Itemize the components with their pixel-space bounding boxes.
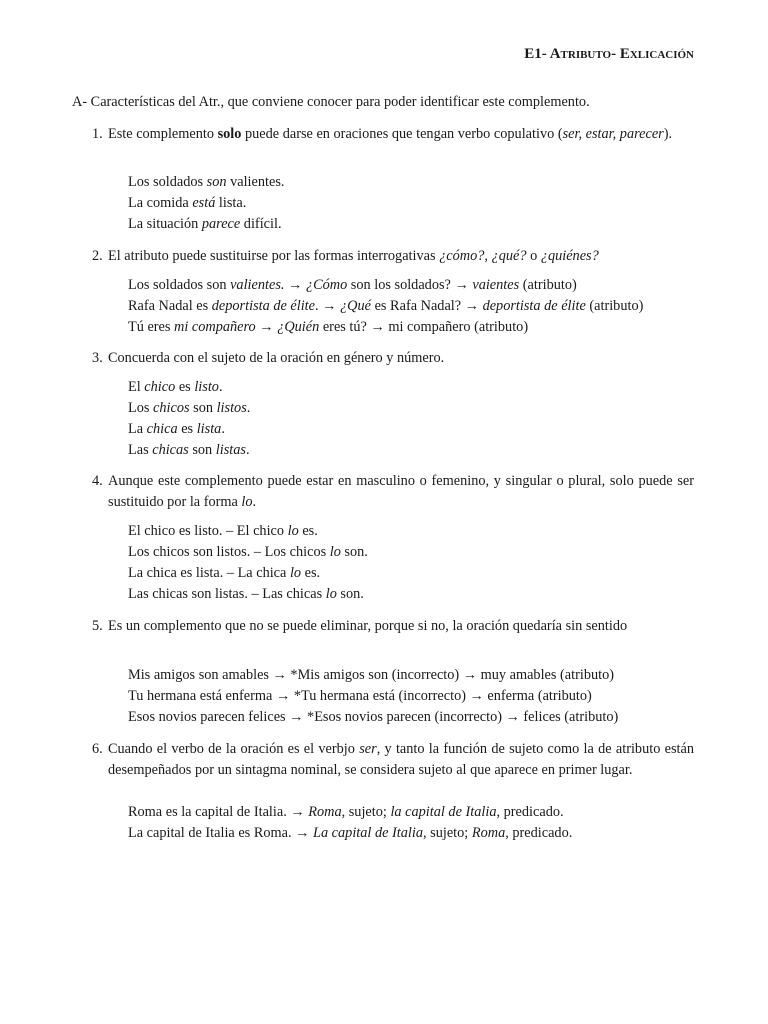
example-line: El chico es listo. [128, 379, 223, 395]
item-text: Es un complemento que no se puede eliminar, porque si no, la oración quedaría sin sentido [108, 618, 628, 634]
example-line: La situación parece difícil. [128, 216, 282, 232]
example-block-4 [128, 521, 708, 605]
example-block-2 [128, 275, 708, 338]
list-item-4 [92, 471, 694, 513]
example-line: Rafa Nadal es deportista de élite. → ¿Qué es Rafa Nadal? → deportista de élite (atributo) [128, 298, 644, 314]
section-title: A- Características del Atr., que conviene conocer para poder identificar este complemento. [72, 94, 590, 110]
example-line: Las chicas son listas. – Las chicas lo son. [128, 586, 364, 602]
example-block-3 [128, 377, 708, 461]
item-text: Este complemento solo puede darse en oraciones que tengan verbo copulativo (ser, estar, parecer). [108, 126, 673, 142]
example-line: Tú eres mi compañero → ¿Quién eres tú? → mi compañero (atributo) [128, 319, 529, 335]
example-block-6 [128, 802, 708, 844]
item-number: 3. [92, 350, 103, 366]
example-line: La chica es lista. – La chica lo es. [128, 565, 321, 581]
example-line: Los chicos son listos. – Los chicos lo son. [128, 544, 368, 560]
example-line: La comida está lista. [128, 195, 247, 211]
example-line: El chico es listo. – El chico lo es. [128, 523, 318, 539]
item-text: El atributo puede sustituirse por las formas interrogativas ¿cómo?, ¿qué? o ¿quiénes? [108, 248, 599, 264]
item-text: Concuerda con el sujeto de la oración en género y número. [108, 350, 445, 366]
example-line: La capital de Italia es Roma. → La capital de Italia, sujeto; Roma, predicado. [128, 825, 573, 841]
list-item-3 [92, 348, 694, 369]
example-line: La chica es lista. [128, 421, 225, 437]
example-line: Esos novios parecen felices → *Esos novios parecen (incorrecto) → felices (atributo) [128, 709, 619, 725]
item-number: 6. [92, 741, 103, 757]
example-block-5 [128, 665, 708, 728]
item-number: 4. [92, 473, 103, 489]
example-line: Tu hermana está enferma → *Tu hermana está (incorrecto) → enferma (atributo) [128, 688, 592, 704]
item-text: Cuando el verbo de la oración es el verbjo ser, y tanto la función de sujeto como la de atributo están desempeñados por un sintagma nominal, se considera sujeto al que aparece en primer lugar. [108, 741, 694, 778]
item-number: 1. [92, 126, 103, 142]
example-block-1 [128, 172, 708, 235]
example-line: Roma es la capital de Italia. → Roma, sujeto; la capital de Italia, predicado. [128, 804, 564, 820]
example-line: Las chicas son listas. [128, 442, 250, 458]
list-item-2 [92, 246, 694, 267]
example-line: Los soldados son valientes. → ¿Cómo son los soldados? → vaientes (atributo) [128, 277, 577, 293]
example-line: Los soldados son valientes. [128, 174, 285, 190]
document-header-title: E1- Atributo- Exlicación [524, 46, 694, 62]
list-item-5 [92, 616, 694, 637]
example-line: Mis amigos son amables → *Mis amigos son (incorrecto) → muy amables (atributo) [128, 667, 615, 683]
item-number: 2. [92, 248, 103, 264]
item-text: Aunque este complemento puede estar en masculino o femenino, y singular o plural, solo puede ser sustituido por la forma lo. [108, 473, 694, 510]
example-line: Los chicos son listos. [128, 400, 251, 416]
list-item-6 [92, 739, 694, 781]
list-item-1 [92, 124, 694, 145]
item-number: 5. [92, 618, 103, 634]
